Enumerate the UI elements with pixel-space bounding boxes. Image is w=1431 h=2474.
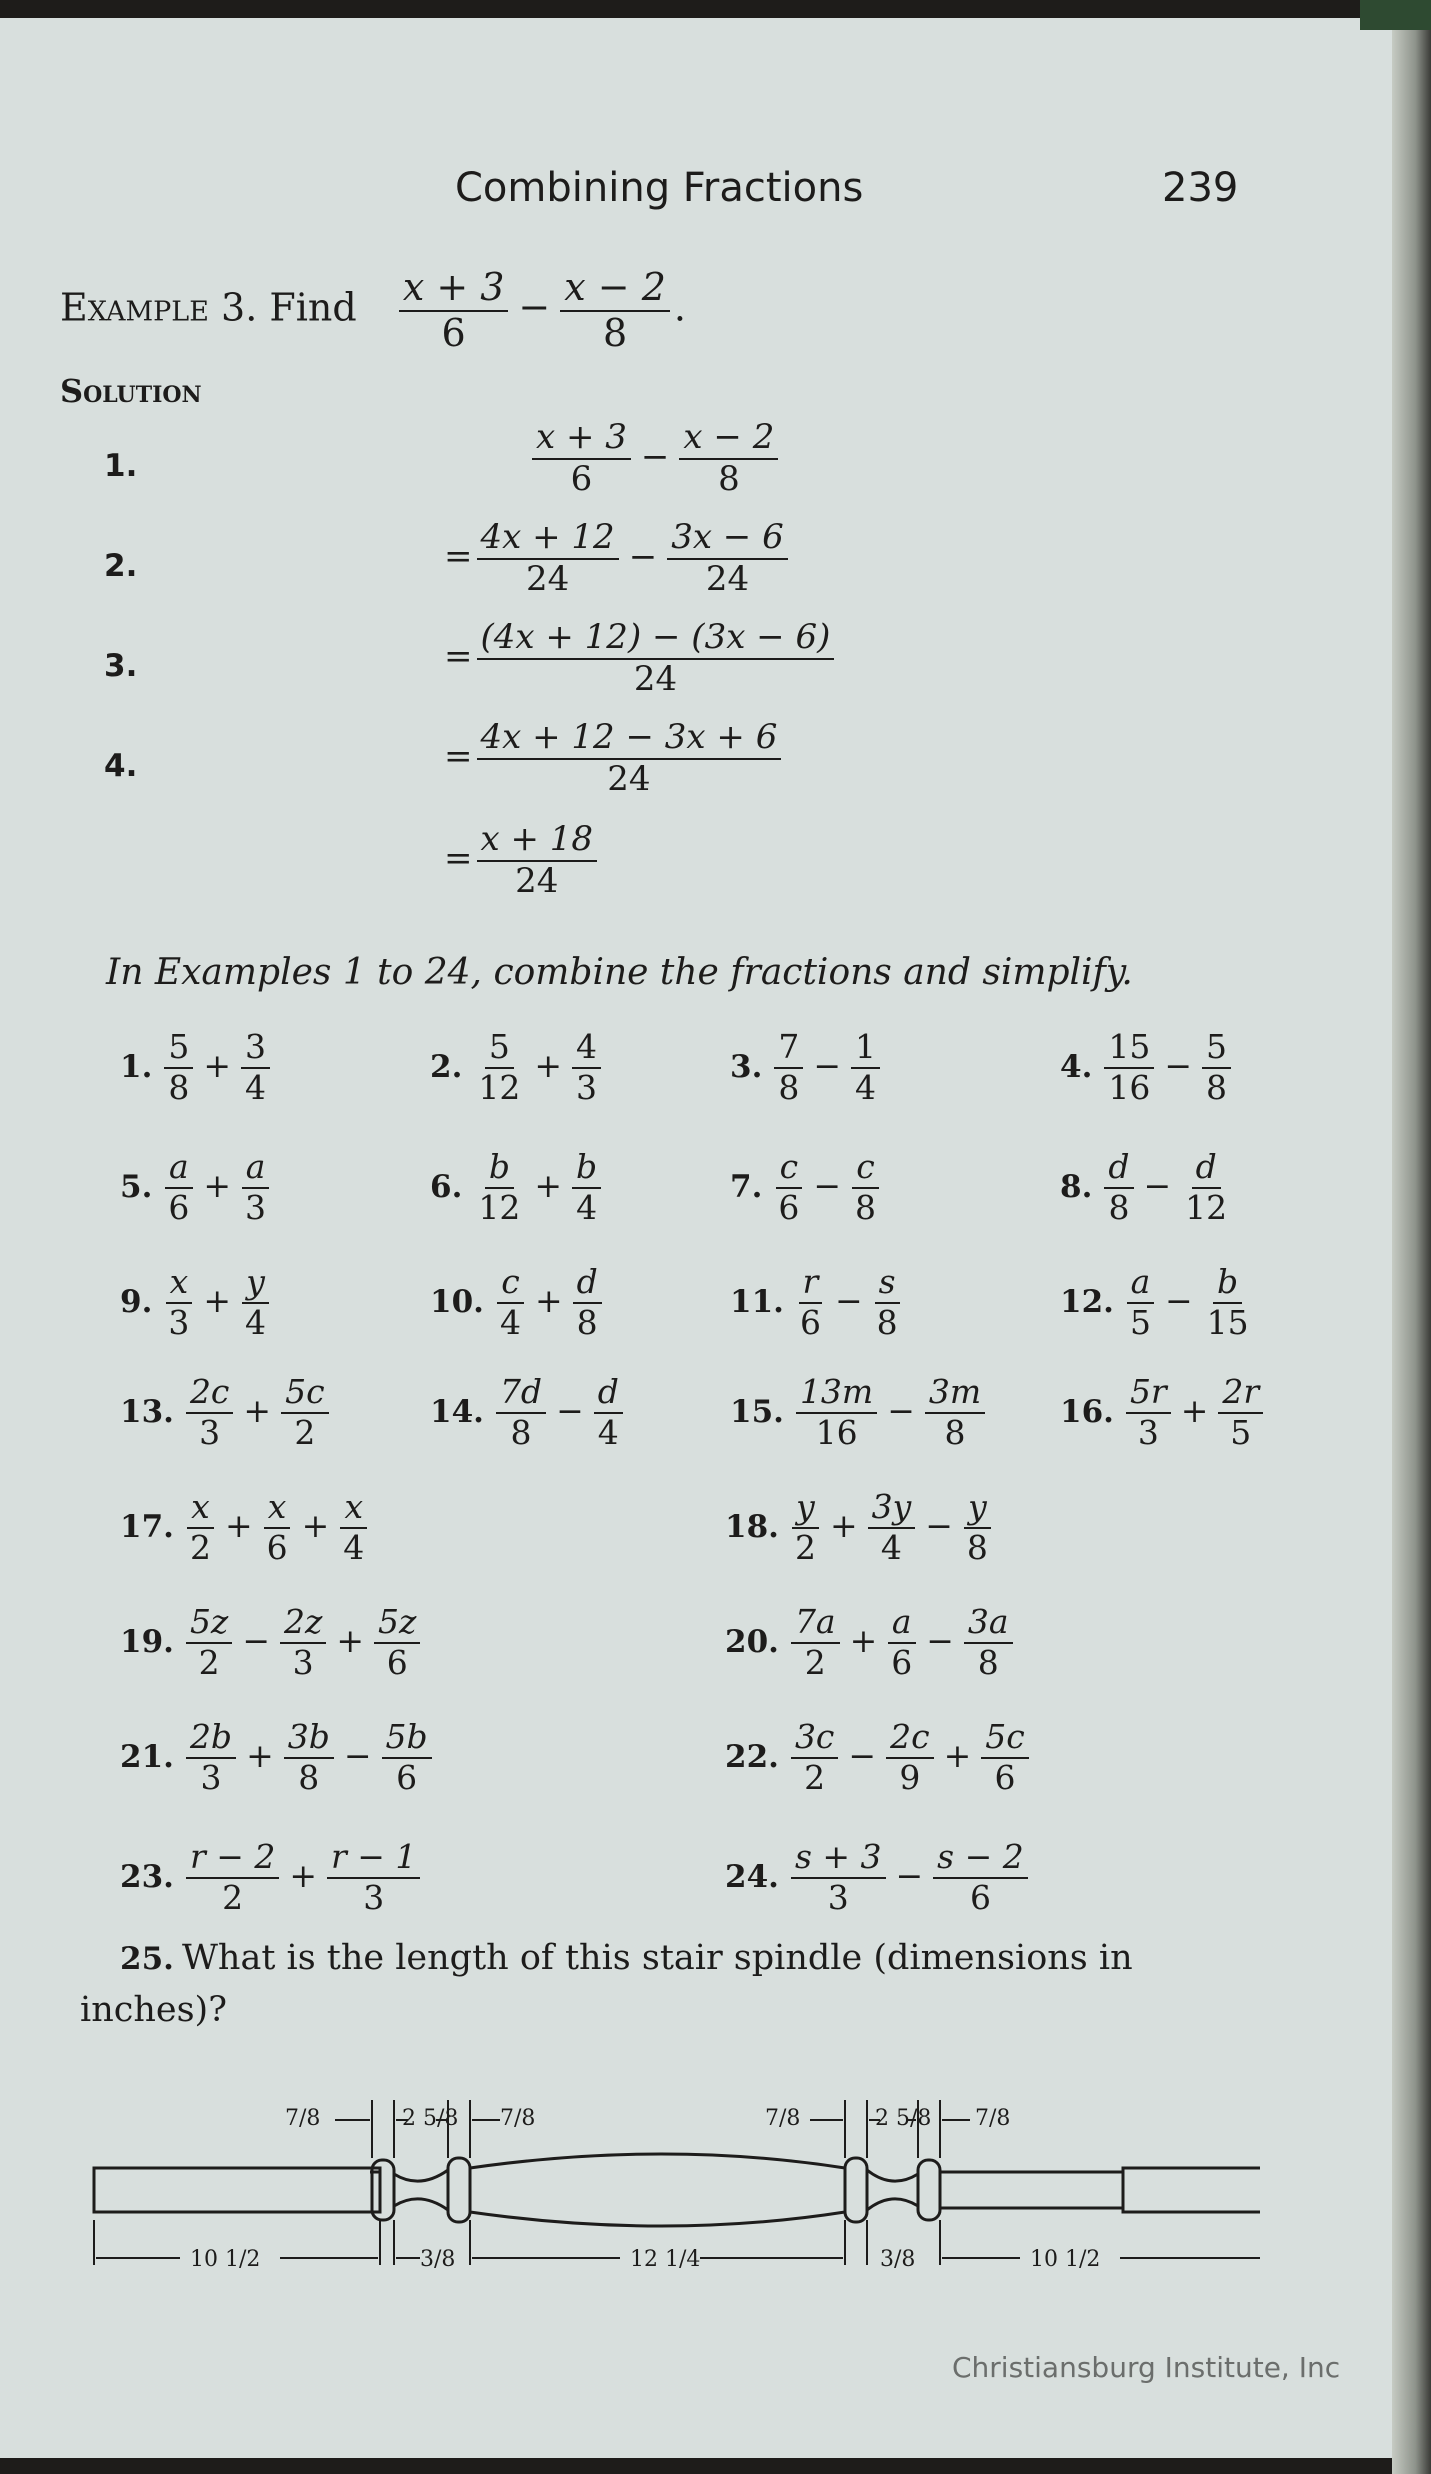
fraction: $\frac{15}{16}$ [1104,1030,1154,1105]
spindle-central-taper [470,2154,845,2226]
step-expression: = $\frac{x + 18}{24}$ [444,822,601,899]
dimension-label: 7/8 [500,2106,536,2131]
dimension-label: 10 1/2 [190,2247,261,2272]
fraction: $\frac{d}{8}$ [1104,1150,1133,1225]
fraction: $\frac{x}{4}$ [339,1490,368,1565]
fraction: $\frac{x - 2}{8}$ [560,268,670,354]
fraction: $\frac{3a}{8}$ [964,1605,1013,1680]
fraction: $\frac{x}{3}$ [164,1265,193,1340]
spindle-bead [918,2160,940,2220]
fraction: $\frac{5c}{6}$ [981,1720,1028,1795]
problem-25-continued: inches)? [80,1990,227,2030]
exercise-item: 19. $\frac{5z}{2}$ − $\frac{2z}{3}$ + $\frac{5z}{6}$ [120,1605,424,1680]
fraction: $\frac{2c}{9}$ [886,1720,933,1795]
exercise-item: 20. $\frac{7a}{2}$ + $\frac{a}{6}$ − $\frac{3a}{8}$ [725,1605,1017,1680]
step-expression: = $\frac{4x + 12}{24}$ − $\frac{3x - 6}{24}$ [444,520,792,597]
fraction: $\frac{c}{8}$ [851,1150,880,1225]
exercise-item: 21. $\frac{2b}{3}$ + $\frac{3b}{8}$ − $\frac{5b}{6}$ [120,1720,436,1795]
fraction: $\frac{c}{6}$ [774,1150,803,1225]
book-spine-edge [1392,0,1431,2474]
spindle-bead [448,2158,470,2222]
dimension-label: 10 1/2 [1030,2247,1101,2272]
exercise-item: 2. $\frac{5}{12}$ + $\frac{4}{3}$ [430,1030,605,1105]
fraction: $\frac{y}{8}$ [963,1490,992,1565]
fraction: $\frac{r - 2}{2}$ [186,1840,279,1915]
fraction: $\frac{x + 3}{6}$ [399,268,509,354]
exercise-item: 3. $\frac{7}{8}$ − $\frac{1}{4}$ [730,1030,884,1105]
example-3: Example 3. Find $\frac{x + 3}{6}$ − $\frac{x - 2}{8}$ . [60,265,686,355]
problem-25: 25. What is the length of this stair spindle (dimensions in [120,1938,1133,1978]
dimension-label: 7/8 [765,2106,801,2131]
watermark: Christiansburg Institute, Inc [952,2351,1341,2384]
fraction: $\frac{d}{4}$ [594,1375,623,1450]
fraction: $\frac{b}{4}$ [572,1150,601,1225]
exercise-item: 24. $\frac{s + 3}{3}$ − $\frac{s - 2}{6}$ [725,1840,1032,1915]
page-number: 239 [1162,165,1239,211]
dimension-label: 2 5/8 [402,2106,459,2131]
exercise-item: 15. $\frac{13m}{16}$ − $\frac{3m}{8}$ [730,1375,989,1450]
fraction: $\frac{3b}{8}$ [284,1720,334,1795]
step-number: 2. [104,548,138,584]
fraction: $\frac{5}{12}$ [478,1027,521,1107]
fraction: $\frac{5r}{3}$ [1126,1375,1171,1450]
fraction: $\frac{d}{12}$ [1185,1147,1228,1227]
exercise-item: 5. $\frac{a}{6}$ + $\frac{a}{3}$ [120,1150,274,1225]
fraction: $\frac{a}{6}$ [164,1150,193,1225]
exercise-item: 9. $\frac{x}{3}$ + $\frac{y}{4}$ [120,1265,274,1340]
fraction: $\frac{y}{2}$ [791,1490,820,1565]
fraction: $\frac{2c}{3}$ [186,1375,233,1450]
fraction: $\frac{x}{6}$ [263,1490,292,1565]
page-title: Combining Fractions [455,165,864,211]
fraction: $\frac{d}{8}$ [573,1265,602,1340]
exercise-item: 14. $\frac{7d}{8}$ − $\frac{d}{4}$ [430,1375,627,1450]
fraction: $\frac{5b}{6}$ [382,1720,432,1795]
fraction: $\frac{5}{8}$ [1202,1030,1231,1105]
step-expression: $\frac{x + 3}{6}$ − $\frac{x - 2}{8}$ [528,420,782,497]
fraction: $\frac{3c}{2}$ [791,1720,838,1795]
spindle-neck [867,2170,918,2210]
step-number: 1. [104,448,138,484]
fraction: $\frac{y}{4}$ [241,1265,270,1340]
fraction: $\frac{c}{4}$ [496,1265,525,1340]
fraction: $\frac{x}{2}$ [186,1490,215,1565]
fraction: $\frac{5z}{6}$ [374,1605,420,1680]
fraction: $\frac{7a}{2}$ [791,1605,840,1680]
find-word: Find [269,285,357,330]
exercise-item: 6. $\frac{b}{12}$ + $\frac{b}{4}$ [430,1150,605,1225]
example-label: Example 3. [60,285,258,330]
exercise-item: 10. $\frac{c}{4}$ + $\frac{d}{8}$ [430,1265,606,1340]
exercise-item: 23. $\frac{r - 2}{2}$ + $\frac{r - 1}{3}$ [120,1840,424,1915]
fraction: $\frac{5c}{2}$ [281,1375,328,1450]
fraction: $\frac{4}{3}$ [572,1030,601,1105]
step-number: 3. [104,648,138,684]
fraction: $\frac{3y}{4}$ [868,1490,916,1565]
fraction: $\frac{s - 2}{6}$ [933,1840,1028,1915]
exercise-item: 11. $\frac{r}{6}$ − $\frac{s}{8}$ [730,1265,906,1340]
exercise-item: 1. $\frac{5}{8}$ + $\frac{3}{4}$ [120,1030,274,1105]
fraction: $\frac{7}{8}$ [774,1030,803,1105]
fraction: $\frac{b}{12}$ [478,1147,521,1227]
dimension-label: 3/8 [880,2247,916,2272]
fraction: $\frac{a}{6}$ [887,1605,916,1680]
exercise-item: 16. $\frac{5r}{3}$ + $\frac{2r}{5}$ [1060,1375,1267,1450]
step-number: 4. [104,748,138,784]
fraction: $\frac{s + 3}{3}$ [791,1840,886,1915]
fraction: $\frac{2b}{3}$ [186,1720,236,1795]
instructions: In Examples 1 to 24, combine the fractions and simplify. [106,952,1133,993]
exercise-item: 22. $\frac{3c}{2}$ − $\frac{2c}{9}$ + $\frac{5c}{6}$ [725,1720,1033,1795]
exercise-item: 13. $\frac{2c}{3}$ + $\frac{5c}{2}$ [120,1375,333,1450]
fraction: $\frac{3m}{8}$ [925,1375,985,1450]
dimension-label: 7/8 [285,2106,321,2131]
book-cover-corner [1360,0,1431,30]
spindle-left-square [94,2168,380,2212]
dimension-label: 2 5/8 [875,2106,932,2131]
fraction: $\frac{a}{5}$ [1126,1265,1155,1340]
exercise-item: 17. $\frac{x}{2}$ + $\frac{x}{6}$ + $\frac{x}{4}$ [120,1490,372,1565]
fraction: $\frac{5}{8}$ [164,1030,193,1105]
fraction: $\frac{3}{4}$ [241,1030,270,1105]
exercise-item: 7. $\frac{c}{6}$ − $\frac{c}{8}$ [730,1150,884,1225]
exercise-item: 4. $\frac{15}{16}$ − $\frac{5}{8}$ [1060,1030,1235,1105]
step-expression: = $\frac{4x + 12 - 3x + 6}{24}$ [444,720,785,797]
spindle-bead [845,2158,867,2222]
dimension-label: 7/8 [975,2106,1011,2131]
fraction: $\frac{b}{15}$ [1206,1262,1249,1342]
fraction: $\frac{a}{3}$ [241,1150,270,1225]
dimension-label: 12 1/4 [630,2247,701,2272]
exercise-item: 12. $\frac{a}{5}$ − $\frac{b}{15}$ [1060,1265,1257,1340]
exercise-item: 8. $\frac{d}{8}$ − $\frac{d}{12}$ [1060,1150,1235,1225]
fraction: $\frac{7d}{8}$ [496,1375,546,1450]
spindle-neck [394,2170,448,2210]
fraction: $\frac{13m}{16}$ [796,1375,877,1450]
fraction: $\frac{5z}{2}$ [186,1605,232,1680]
fraction: $\frac{s}{8}$ [876,1262,898,1342]
fraction: $\frac{1}{4}$ [851,1030,880,1105]
fraction: $\frac{r - 1}{3}$ [327,1840,420,1915]
fraction: $\frac{2z}{3}$ [280,1605,326,1680]
spindle-right-square [1123,2168,1260,2212]
stair-spindle-diagram [80,2080,1260,2280]
step-expression: = $\frac{(4x + 12) - (3x - 6)}{24}$ [444,620,838,697]
exercise-item: 18. $\frac{y}{2}$ + $\frac{3y}{4}$ − $\frac{y}{8}$ [725,1490,996,1565]
solution-label: Solution [60,372,202,410]
fraction: $\frac{r}{6}$ [799,1262,821,1342]
fraction: $\frac{2r}{5}$ [1218,1375,1263,1450]
dimension-label: 3/8 [420,2247,456,2272]
